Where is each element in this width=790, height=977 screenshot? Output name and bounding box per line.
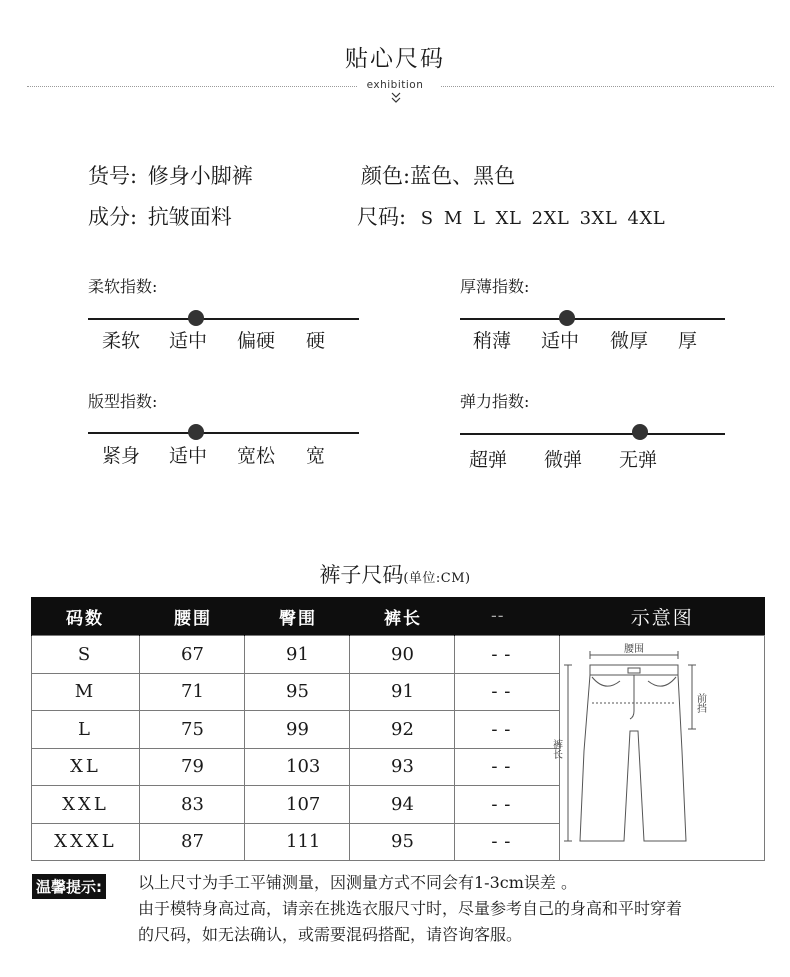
cell-size: XXL [32,786,140,824]
cell-length: 95 [350,823,455,861]
diagram-waist-label: 腰围 [624,643,644,655]
size-table [31,597,765,861]
elasticity-option: 微弹 [544,449,583,471]
fit-option: 宽松 [237,445,276,467]
diagram-length-label: 裤长 [550,738,562,759]
cell-size: S [32,636,140,674]
color-label: 颜色: [361,164,411,188]
thickness-option: 微厚 [610,330,649,352]
header-waist: 腰围 [140,597,245,636]
tip-line-1: 以上尺寸为手工平铺测量，因测量方式不同会有1-3cm误差 。 [138,873,577,892]
diagram-rise-label: 前挡 [694,692,706,713]
double-chevron-down-icon [0,92,790,104]
item-number [88,160,253,190]
cell-length: 94 [350,786,455,824]
color [361,160,515,190]
tip-line-3: 的尺码，如无法确认，或需要混码搭配，请咨询客服。 [138,925,523,944]
fit-option: 紧身 [102,445,141,467]
cell-hip: 91 [245,636,350,674]
softness-option: 偏硬 [237,330,276,352]
material-value: 抗皱面料 [147,205,232,229]
header-diagram: 示意图 [560,597,765,636]
pants-diagram-cell [550,636,765,861]
softness-option: 硬 [306,330,326,352]
thickness-scale-line [460,318,725,320]
table-title-text: 裤子尺码 [319,563,404,587]
header-hip: 臀围 [245,597,350,636]
header-size: 码数 [32,597,140,636]
softness-indicator [188,310,204,326]
tip-badge: 温馨提示: [32,874,106,899]
cell-length: 90 [350,636,455,674]
elasticity-option: 超弹 [469,449,508,471]
size-list: S M L XL 2XL 3XL 4XL [420,208,666,229]
cell-waist: 75 [140,711,245,749]
fit-scale-line [88,432,359,434]
elasticity-label: 弹力指数: [460,392,530,411]
cell-hip: 111 [245,823,350,861]
cell-size: XL [32,748,140,786]
cell-size: XXXL [32,823,140,861]
cell-hip: 95 [245,673,350,711]
fit-label: 版型指数: [88,392,158,411]
table-header-row [32,597,765,636]
cell-hip: 107 [245,786,350,824]
table-title [0,559,790,589]
elasticity-indicator [632,424,648,440]
cell-blank: -- [455,786,560,824]
cell-size: M [32,673,140,711]
cell-blank: -- [455,636,560,674]
table-row [32,636,765,674]
elasticity-scale-line [460,433,725,435]
header-length: 裤长 [350,597,455,636]
softness-label: 柔软指数: [88,277,158,296]
cell-length: 93 [350,748,455,786]
elasticity-option: 无弹 [619,449,658,471]
fit-indicator [188,424,204,440]
cell-blank: -- [455,711,560,749]
color-value: 蓝色、黑色 [410,164,516,188]
cell-blank: -- [455,748,560,786]
cell-waist: 79 [140,748,245,786]
softness-scale-line [88,318,359,320]
cell-blank: -- [455,823,560,861]
page-subtitle: exhibition [366,79,424,91]
cell-length: 91 [350,673,455,711]
header-blank: -- [455,597,560,636]
cell-length: 92 [350,711,455,749]
pants-diagram [550,641,720,851]
material [88,201,232,231]
fit-option: 适中 [169,445,208,467]
cell-hip: 99 [245,711,350,749]
softness-option: 柔软 [102,330,141,352]
tip-line-2: 由于模特身高过高，请亲在挑选衣服尺寸时，尽量参考自己的身高和平时穿着 [138,899,683,918]
sizes [357,201,665,231]
cell-waist: 71 [140,673,245,711]
thickness-label: 厚薄指数: [460,277,530,296]
item-number-value: 修身小脚裤 [147,164,253,188]
thickness-option: 适中 [541,330,580,352]
softness-option: 适中 [169,330,208,352]
thickness-option: 稍薄 [473,330,512,352]
cell-waist: 87 [140,823,245,861]
table-unit: (单位:CM) [403,571,471,586]
item-number-label: 货号: [88,164,138,188]
fit-option: 宽 [306,445,326,467]
size-label: 尺码: [357,205,407,229]
cell-hip: 103 [245,748,350,786]
material-label: 成分: [88,205,138,229]
cell-waist: 83 [140,786,245,824]
cell-size: L [32,711,140,749]
cell-blank: -- [455,673,560,711]
cell-waist: 67 [140,636,245,674]
thickness-option: 厚 [678,330,698,352]
page-title: 贴心尺码 [345,46,445,72]
thickness-indicator [559,310,575,326]
